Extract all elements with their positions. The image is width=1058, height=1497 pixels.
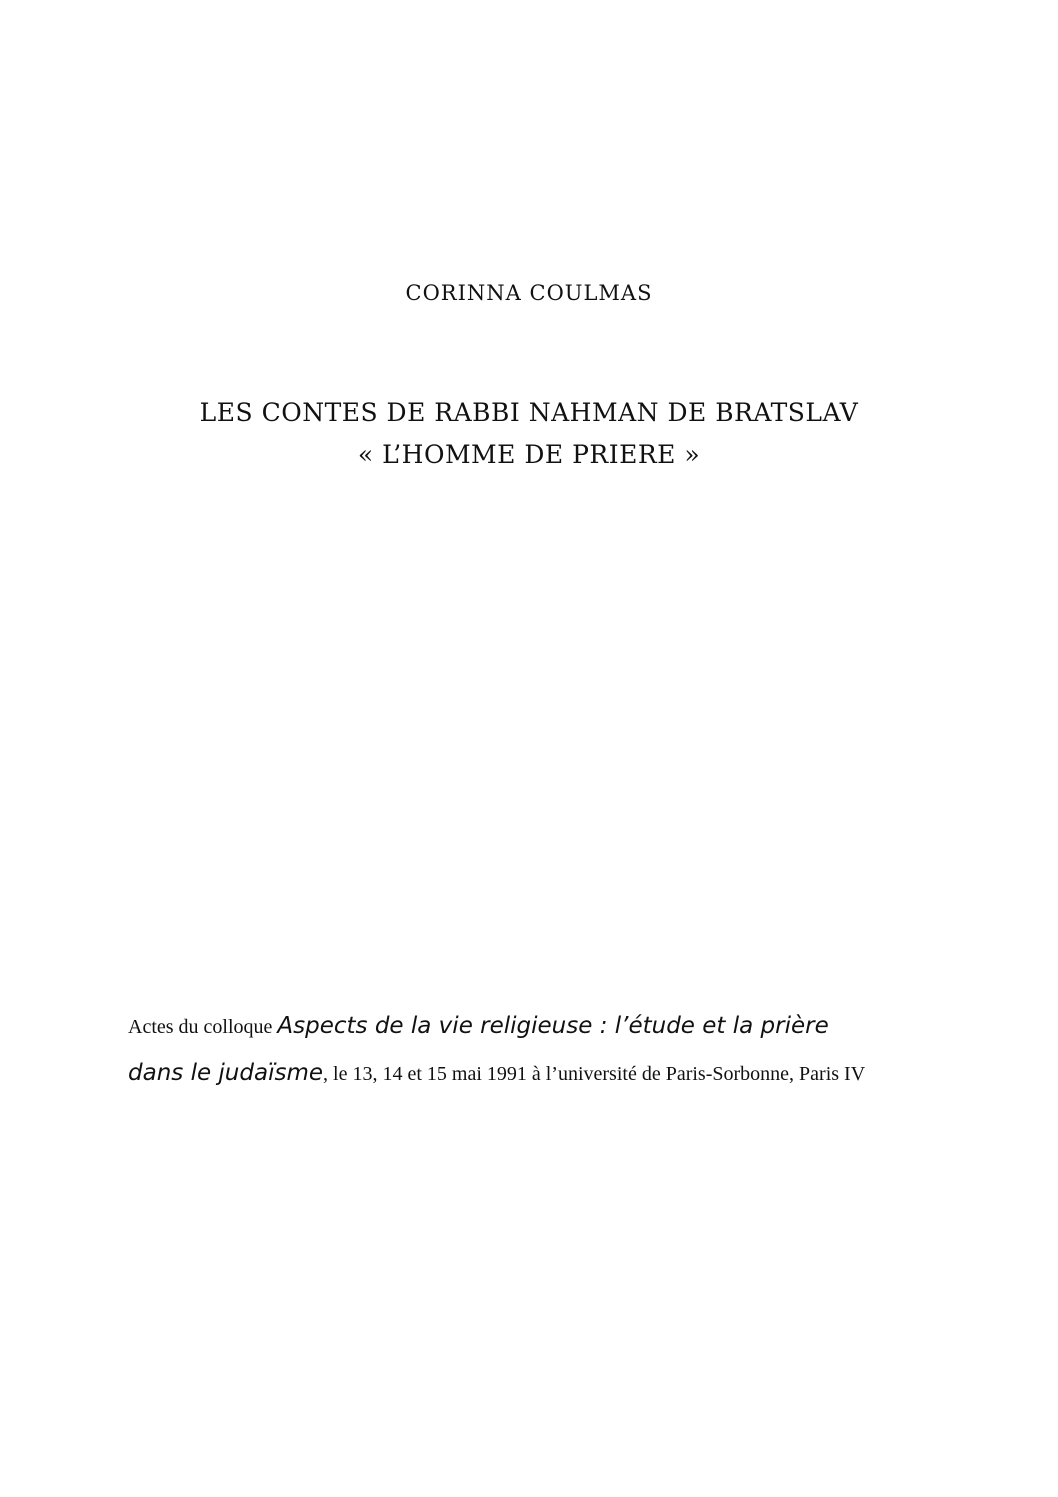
title-line-1: LES CONTES DE RABBI NAHMAN DE BRATSLAV <box>199 398 859 427</box>
proceedings-details: , le 13, 14 et 15 mai 1991 à l’université de Paris-Sorbonne, Paris IV <box>323 1063 866 1085</box>
proceedings-citation <box>128 1003 888 1097</box>
document-title <box>0 392 1058 476</box>
event-title: Aspects de la vie religieuse : l’étude et la prière dans le judaïsme <box>128 1013 829 1086</box>
proceedings-prefix: Actes du colloque <box>128 1016 278 1038</box>
author-name: CORINNA COULMAS <box>405 281 653 305</box>
title-line-2: « L’HOMME DE PRIERE » <box>357 440 701 469</box>
